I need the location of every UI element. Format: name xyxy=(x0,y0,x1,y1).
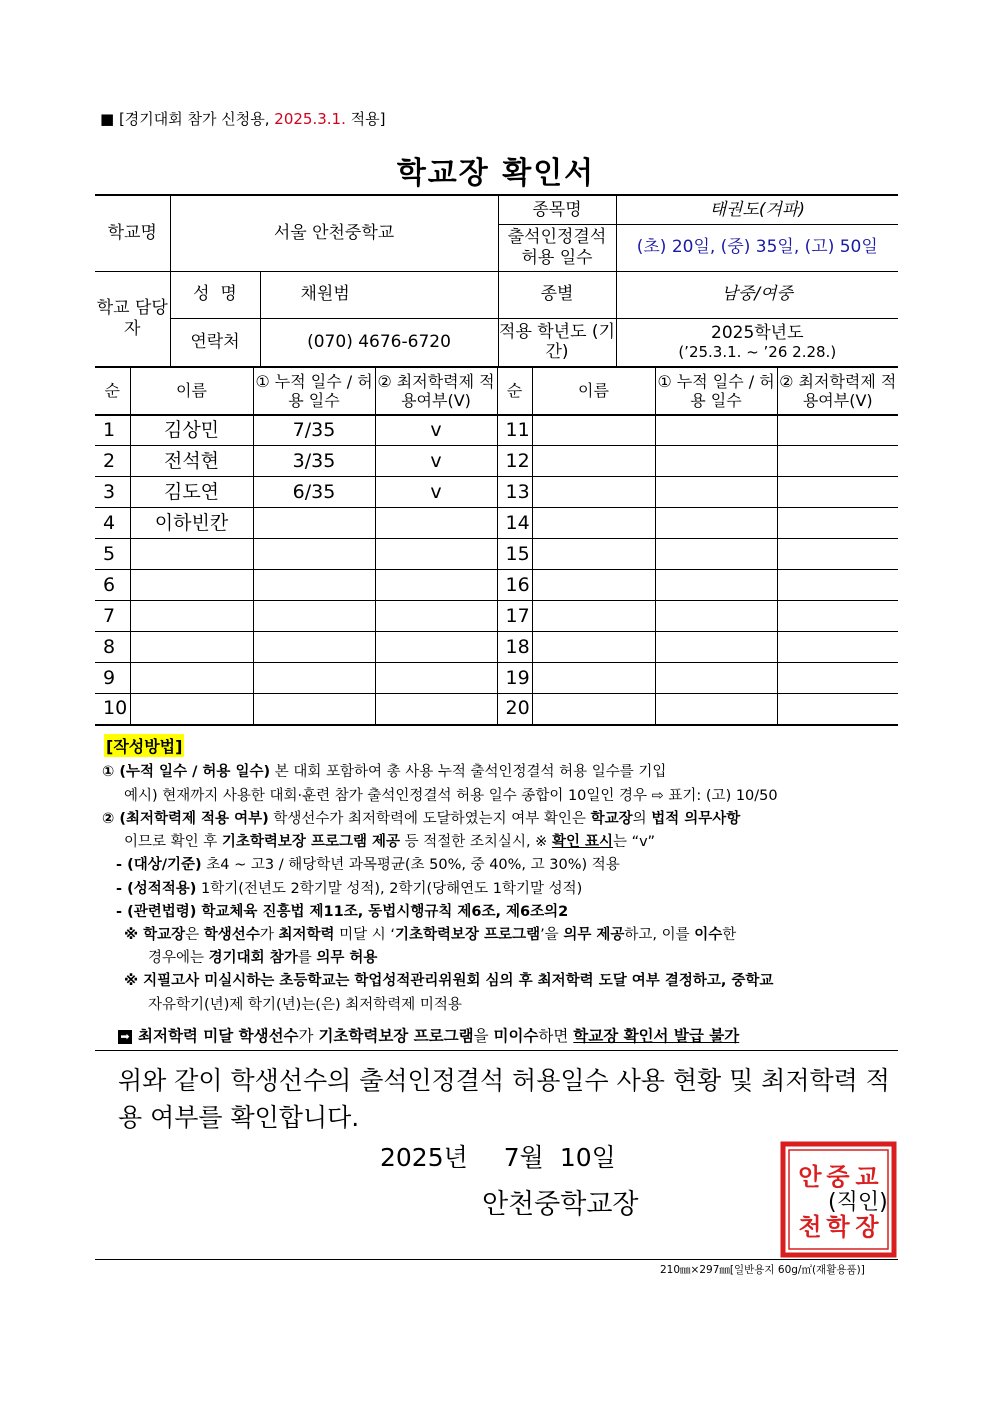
table-row xyxy=(95,508,898,539)
row-min-right xyxy=(777,570,898,601)
name-label: 성 명 xyxy=(170,271,260,318)
row-min-right xyxy=(777,694,898,725)
manager-label: 학교 담당자 xyxy=(95,271,170,366)
header-days-2: ① 누적 일수 / 허용 일수 xyxy=(655,368,777,415)
table-row xyxy=(95,601,898,632)
row-name: 김도연 xyxy=(130,477,253,508)
signer: 안천중학교장 xyxy=(482,1189,639,1220)
table-row xyxy=(95,632,898,663)
row-name-right xyxy=(532,632,655,663)
method-line-2: 예시) 현재까지 사용한 대회·훈련 참가 출석인정결석 허용 일수 종합이 10일인 경우 ⇨ 표기: (고) 10/50 xyxy=(124,788,778,804)
row-name-right xyxy=(532,539,655,570)
paper-spec: 210㎜×297㎜[일반용지 60g/㎡(재활용품)] xyxy=(660,1264,865,1276)
row-number-right: 17 xyxy=(497,601,532,632)
confirmation-text: 위와 같이 학생선수의 출석인정결석 허용일수 사용 현황 및 최저학력 적용 여부를 확인합니다. xyxy=(118,1066,890,1132)
row-days-right xyxy=(655,632,777,663)
row-min xyxy=(375,570,497,601)
table-row xyxy=(95,539,898,570)
header-min-2: ② 최저학력제 적용여부(V) xyxy=(777,368,898,415)
row-min: v xyxy=(375,415,497,446)
header-no: 순 xyxy=(95,368,130,415)
row-min xyxy=(375,539,497,570)
row-name xyxy=(130,570,253,601)
row-number-right: 12 xyxy=(497,446,532,477)
row-name: 김상민 xyxy=(130,415,253,446)
row-number: 10 xyxy=(95,694,130,725)
svg-text:중: 중 xyxy=(826,1162,850,1191)
arrow-icon: ➡ xyxy=(118,1030,132,1044)
row-days-right xyxy=(655,601,777,632)
row-name xyxy=(130,694,253,725)
row-days-right xyxy=(655,477,777,508)
event-value: 태권도(겨파) xyxy=(616,195,898,224)
method-line-5: - (대상/기준) 초4 ~ 고3 / 해당학년 과목평균(초 50%, 중 40%, 고 30%) 적용 xyxy=(116,857,620,873)
row-days-right xyxy=(655,570,777,601)
row-number: 3 xyxy=(95,477,130,508)
svg-text:안: 안 xyxy=(798,1162,822,1191)
contact-label: 연락처 xyxy=(170,318,260,366)
row-days-right xyxy=(655,539,777,570)
method-line-7: - (관련법령) 학교체육 진흥법 제11조, 동법시행규칙 제6조, 제6조의2 xyxy=(116,904,569,920)
header-min: ② 최저학력제 적용여부(V) xyxy=(375,368,497,415)
row-min xyxy=(375,694,497,725)
row-name xyxy=(130,663,253,694)
row-days-right xyxy=(655,694,777,725)
svg-text:장: 장 xyxy=(855,1212,879,1241)
row-number-right: 16 xyxy=(497,570,532,601)
header-name-2: 이름 xyxy=(532,368,655,415)
school-value: 서울 안천중학교 xyxy=(170,195,498,271)
row-days-right xyxy=(655,446,777,477)
method-line-11: 자유학기(년)제 학기(년)는(은) 최저학력제 미적용 xyxy=(148,997,462,1013)
table-row xyxy=(95,694,898,725)
row-number: 8 xyxy=(95,632,130,663)
row-number-right: 13 xyxy=(497,477,532,508)
notice-date: 2025.3.1. xyxy=(274,110,346,128)
method-title: [작성방법] xyxy=(104,734,184,757)
school-label: 학교명 xyxy=(95,195,170,271)
row-name xyxy=(130,632,253,663)
row-number: 9 xyxy=(95,663,130,694)
row-min xyxy=(375,601,497,632)
roster-table xyxy=(95,367,898,726)
row-days xyxy=(253,601,375,632)
row-name xyxy=(130,601,253,632)
page-title: 학교장 확인서 xyxy=(396,156,596,191)
row-number: 7 xyxy=(95,601,130,632)
row-number: 5 xyxy=(95,539,130,570)
row-min-right xyxy=(777,539,898,570)
row-name-right xyxy=(532,694,655,725)
year-period: (’25.3.1. ~ ’26 2.28.) xyxy=(678,343,837,362)
year-value: 2025학년도 (’25.3.1. ~ ’26 2.28.) xyxy=(616,318,898,366)
method-line-8: ※ 학교장은 학생선수가 최저학력 미달 시 ‘기초학력보장 프로그램’을 의무 제공하고, 이를 이수한 xyxy=(124,927,737,943)
row-min-right xyxy=(777,663,898,694)
row-name-right xyxy=(532,570,655,601)
info-table xyxy=(95,194,898,367)
row-name-right xyxy=(532,477,655,508)
row-number-right: 19 xyxy=(497,663,532,694)
row-min-right xyxy=(777,415,898,446)
allowed-days-value: (초) 20일, (중) 35일, (고) 50일 xyxy=(616,224,898,271)
row-name-right xyxy=(532,415,655,446)
row-number: 4 xyxy=(95,508,130,539)
svg-text:학: 학 xyxy=(826,1212,850,1241)
row-name: 전석현 xyxy=(130,446,253,477)
date: 2025년 7월 10일 xyxy=(380,1143,616,1172)
row-number-right: 11 xyxy=(497,415,532,446)
method-line-10: ※ 지필고사 미실시하는 초등학교는 학업성적관리위원회 심의 후 최저학력 도달 여부 결정하고, 중학교 xyxy=(124,973,774,989)
svg-text:교: 교 xyxy=(855,1162,879,1191)
method-line-3: ② (최저학력제 적용 여부) 학생선수가 최저학력에 도달하였는지 여부 확인은 학교장의 법적 의무사항 xyxy=(102,811,741,827)
row-min: v xyxy=(375,477,497,508)
table-row xyxy=(95,663,898,694)
row-min-right xyxy=(777,508,898,539)
gender-label: 종별 xyxy=(498,271,616,318)
method-line-4: 이므로 확인 후 기초학력보장 프로그램 제공 등 적절한 조치실시, ※ 확인 표시는 “v” xyxy=(124,834,655,850)
row-days xyxy=(253,694,375,725)
svg-text:천: 천 xyxy=(798,1212,822,1241)
table-row xyxy=(95,446,898,477)
row-number: 6 xyxy=(95,570,130,601)
method-line-6: - (성적적용) 1학기(전년도 2학기말 성적), 2학기(당해연도 1학기말 성적) xyxy=(116,881,583,897)
contact-value: (070) 4676-6720 xyxy=(260,318,498,366)
year-label: 적용 학년도 (기간) xyxy=(498,318,616,366)
row-name-right xyxy=(532,601,655,632)
row-number-right: 18 xyxy=(497,632,532,663)
row-name-right xyxy=(532,508,655,539)
row-number-right: 15 xyxy=(497,539,532,570)
event-label: 종목명 xyxy=(498,195,616,224)
row-days-right xyxy=(655,663,777,694)
table-row xyxy=(95,570,898,601)
method-line-1: ① (누적 일수 / 허용 일수) 본 대회 포함하여 총 사용 누적 출석인정결석 허용 일수를 기입 xyxy=(102,764,667,780)
row-min xyxy=(375,632,497,663)
row-number-right: 20 xyxy=(497,694,532,725)
row-min-right xyxy=(777,601,898,632)
row-days-right xyxy=(655,508,777,539)
table-row xyxy=(95,415,898,446)
header-days: ① 누적 일수 / 허용 일수 xyxy=(253,368,375,415)
table-row xyxy=(95,477,898,508)
row-days xyxy=(253,539,375,570)
row-days: 3/35 xyxy=(253,446,375,477)
method-line-9: 경우에는 경기대회 참가를 의무 허용 xyxy=(148,950,378,966)
row-days xyxy=(253,570,375,601)
divider xyxy=(95,1050,898,1051)
row-name-right xyxy=(532,663,655,694)
row-min xyxy=(375,508,497,539)
row-name: 이하빈칸 xyxy=(130,508,253,539)
row-min-right xyxy=(777,446,898,477)
method-line-12: ➡ 최저학력 미달 학생선수가 기초학력보장 프로그램을 미이수하면 학교장 확인서 발급 불가 xyxy=(118,1027,739,1046)
row-days xyxy=(253,508,375,539)
row-min xyxy=(375,663,497,694)
seal-label: (직인) xyxy=(828,1190,888,1215)
row-number-right: 14 xyxy=(497,508,532,539)
row-number: 1 xyxy=(95,415,130,446)
row-days-right xyxy=(655,415,777,446)
notice-header: ■ [경기대회 참가 신청용, 2025.3.1. 적용] xyxy=(100,110,386,128)
row-name xyxy=(130,539,253,570)
row-number: 2 xyxy=(95,446,130,477)
row-days: 7/35 xyxy=(253,415,375,446)
header-name: 이름 xyxy=(130,368,253,415)
row-min-right xyxy=(777,632,898,663)
row-min-right xyxy=(777,477,898,508)
header-no-2: 순 xyxy=(497,368,532,415)
row-days xyxy=(253,663,375,694)
name-value: 채원범 xyxy=(260,271,498,318)
row-min: v xyxy=(375,446,497,477)
footer-divider xyxy=(95,1259,898,1260)
allowed-days-label: 출석인정결석 허용 일수 xyxy=(498,224,616,271)
gender-value: 남중/여중 xyxy=(616,271,898,318)
row-name-right xyxy=(532,446,655,477)
row-days xyxy=(253,632,375,663)
row-days: 6/35 xyxy=(253,477,375,508)
